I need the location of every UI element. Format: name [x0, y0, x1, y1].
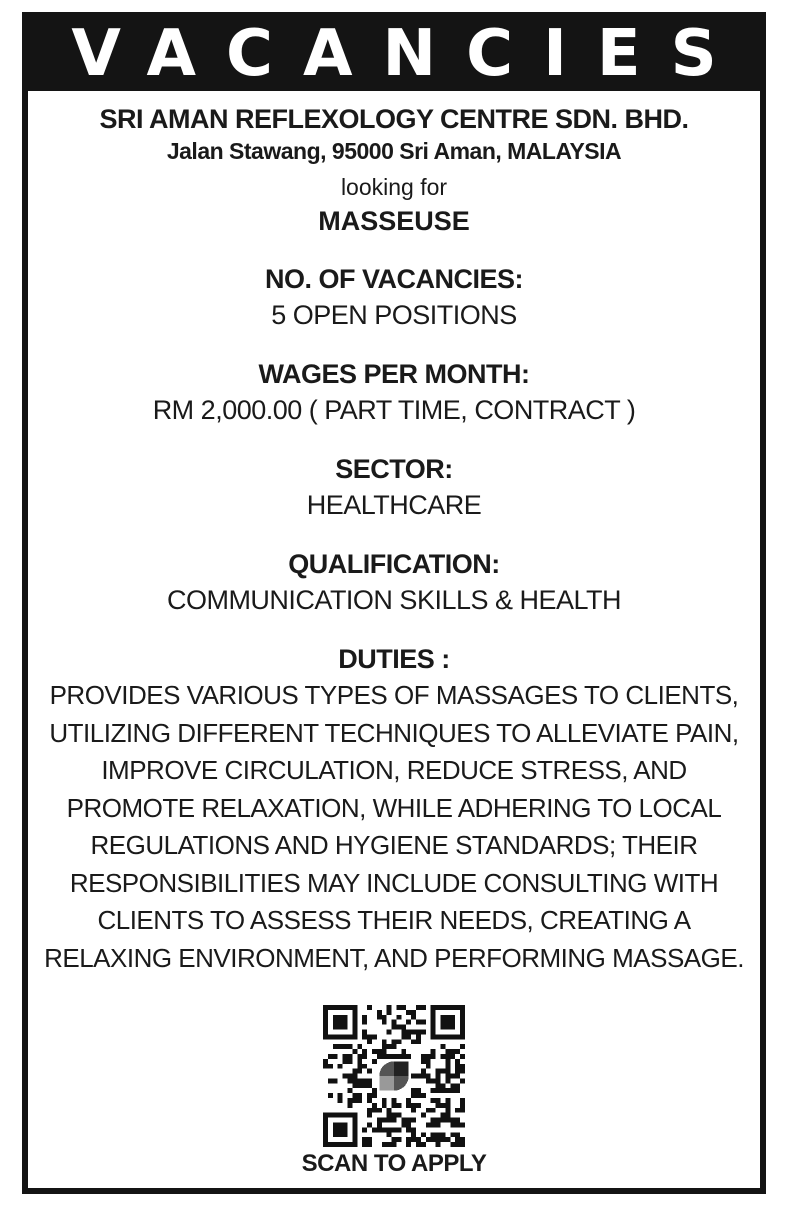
qualification-value: COMMUNICATION SKILLS & HEALTH: [166, 585, 622, 615]
qr-code-icon[interactable]: [323, 1005, 465, 1147]
company-address: Jalan Stawang, 95000 Sri Aman, MALAYSIA: [166, 138, 622, 164]
scan-to-apply-label: SCAN TO APPLY: [301, 1150, 487, 1177]
poster-content: [28, 102, 760, 1181]
vacancies-value: 5 OPEN POSITIONS: [271, 300, 517, 330]
qualification-section: [28, 546, 760, 618]
vacancies-label: NO. OF VACANCIES:: [264, 264, 523, 294]
vacancies-section: [28, 261, 760, 333]
duties-label: DUTIES :: [338, 644, 450, 674]
wages-value: RM 2,000.00 ( PART TIME, CONTRACT ): [152, 395, 636, 425]
sector-value: HEALTHCARE: [306, 490, 482, 520]
company-name: SRI AMAN REFLEXOLOGY CENTRE SDN. BHD.: [99, 104, 689, 134]
duties-text: PROVIDES VARIOUS TYPES OF MASSAGES TO CLIENTS, UTILIZING DIFFERENT TECHNIQUES TO ALLEVIATE PAIN, IMPROVE CIRCULATION, REDUCE STRESS, AND PROMOTE RELAXATION, WHILE ADHERING TO LOCAL REGULATIONS AND HYGIENE STANDARDS; THEIR RESPONSIBILITIES MAY INCLUDE CONSULTING WITH CLIENTS TO ASSESS THEIR NEEDS, CREATING A RELAXING ENVIRONMENT, AND PERFORMING MASSAGE.: [44, 680, 744, 973]
duties-section: [28, 641, 760, 977]
sector-label: SECTOR:: [335, 454, 453, 484]
vacancies-banner: VACANCIES: [28, 18, 760, 91]
looking-for-text: looking for: [340, 174, 448, 200]
wages-label: WAGES PER MONTH:: [258, 359, 530, 389]
wages-section: [28, 356, 760, 428]
sector-section: [28, 451, 760, 523]
qualification-label: QUALIFICATION:: [288, 549, 500, 579]
apply-section: [28, 1005, 760, 1181]
position-title: MASSEUSE: [318, 206, 470, 236]
vacancy-poster: [22, 12, 766, 1194]
